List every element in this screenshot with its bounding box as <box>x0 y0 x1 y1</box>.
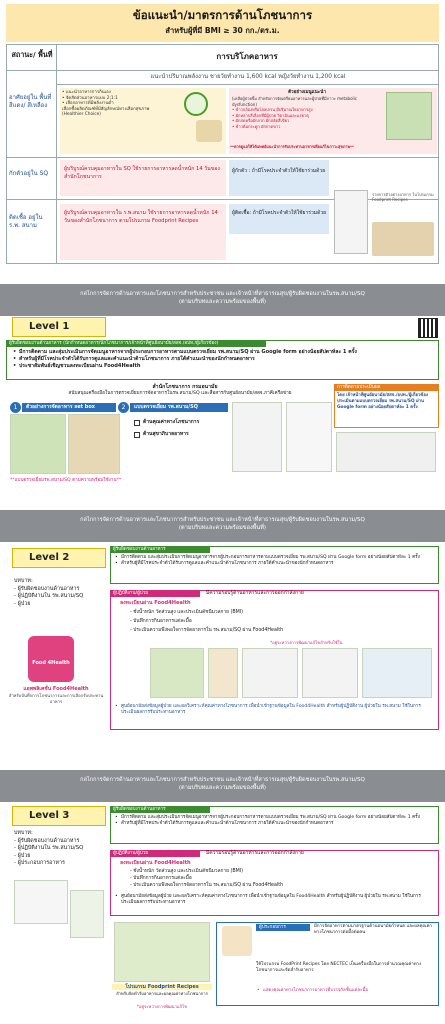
level3-pink-main: ลงทะเบียนผ่าน Food4Health <box>120 860 191 866</box>
card2-badge: 2 <box>118 402 129 413</box>
row1-left-line: (Healthier Choice) <box>62 112 101 118</box>
level2-pink-bottom <box>114 704 434 717</box>
restaurant-icon <box>222 926 252 956</box>
row1-left-line: • แนะนำอาหารการกินเอง <box>62 90 111 95</box>
level3-pink-bottom <box>114 894 434 907</box>
foodprint-caption: โปรแกรม Foodprint Recipes <box>112 984 212 990</box>
section3-banner-title: กลไกการจัดการด้านอาหารและโภชนาการสำหรับประชาชน และเจ้าหน้าที่สาธารณสุข/ผู้รับผิดชอบงานในรพ.สนาม/SQ <box>80 777 365 783</box>
level3-blue-text: มีการจัดอาหารตามมาตรฐานด้านอนามัยกำหนด และผลคุณค่าทางโภชนาการต่อมื้อต่อคน <box>314 924 433 935</box>
level1-orange-text: โดย เจ้าหน้าที่ศูนย์อนามัย/สสจ./อปท./ผู้เกี่ยวข้อง ประเมินตามแบบตรวจเยี่ยม รพ.สนาม/SQ ผ่าน Google form อย่างน้อยสัปดาห์ละ 1 ครั้ง <box>337 393 429 410</box>
table-divider-h1 <box>6 70 439 71</box>
row3-text: ผู้บริบูรณ์ควบคุมอาหารใน ร.พ.สนาม ใช้รายการอาหารลดน้ำหนัก 14 วันของสำนักโภชนาการ ตามโปรแกรม Foodprint Recipes <box>64 210 218 224</box>
nutrition-label-image <box>334 190 368 254</box>
row3-side-panel <box>229 204 329 234</box>
level2-pink-intro: มีความรอบรู้ด้านอาหารและการออกกำลังกาย <box>206 590 304 596</box>
section3-banner <box>0 770 445 802</box>
row1-note: **ควรดูแลให้ได้แพทย์แนะนำการรับประทานอาหารเพื่อแก้ไขภาวะสุขภาพ** <box>230 144 355 149</box>
card2-title: แบบตรวจเยี่ยม รพ.สนาม/SQ <box>130 403 228 412</box>
level3-pink-header: ผู้ปฏิบัติงาน/ผู้ป่วย <box>110 850 200 857</box>
level3-actor: - ผู้รับผิดชอบงานด้านอาหาร <box>14 837 80 844</box>
level1-green-header: ผู้รับผิดชอบงานด้านอาหาร (นักกำหนดอาหาร/นักโภชนาการ/เจ้าหน้าที่ศูนย์อนามัย/สสจ./อปท./ผู้เกี่ยวข้อง) <box>6 340 266 347</box>
level2-pink-note: *อยู่ระหว่างการพัฒนาแก้ไขสำหรับใช้ใน <box>270 640 343 645</box>
row2-text: ผู้บริบูรณ์ควบคุมอาหารใน SQ ใช้รายการอาหารลดน้ำหนัก 14 วันของสำนักโภชนาการ <box>64 166 220 180</box>
level2-green-bullet: • สำหรับผู้ที่มีโรคประจำตัวได้รับการดูแลและคำแนะนำด้านโภชนาการ ภายใต้คำแนะนำของนักกำหนดอาหาร <box>114 561 434 567</box>
level3-pink-sub: - บันทึกการกินอาหารแต่ละมื้อ <box>130 876 192 881</box>
level3-actor: - ผู้ป่วย <box>14 852 31 859</box>
level3-blue-bullets <box>256 988 436 994</box>
level1-bullets <box>12 349 412 370</box>
table-col1-header: สถานะ/ พื้นที่ <box>11 50 53 59</box>
checkbox-sanitation[interactable] <box>134 432 140 438</box>
checkbox-nutrition[interactable] <box>134 420 140 426</box>
energy-recommendation: แนะนำปริมาณพลังงาน ชายวัยทำงาน 1,600 kcal หญิงวัยทำงาน 1,200 kcal <box>150 74 346 80</box>
table-divider-h2 <box>56 84 439 85</box>
app-screenshot-2 <box>208 648 238 698</box>
table-divider-h3 <box>6 157 439 158</box>
level2-actor: - ผู้ป่วย <box>14 600 31 607</box>
row1-right-line: (เหลือผู้ป่วยจิ้ม สำหรับการจัดเตรียมอาหารและผู้ป่วยที่มีภาวะ metabolic dysfunction) <box>232 96 357 107</box>
foodprint-screenshot-1 <box>14 880 68 924</box>
survey-form-image-1 <box>232 402 282 472</box>
level2-pink-header: ผู้ปฏิบัติงาน/ผู้ป่วย <box>110 590 200 597</box>
level1-bullet: • สำหรับผู้ที่มีโรคประจำตัวได้รับการดูแลและคำแนะนำด้านโภชนาการ ภายใต้คำแนะนำของนักกำหนดอาหาร <box>12 356 412 363</box>
foodprint-note: *อยู่ระหว่างการพัฒนาแก้ไข <box>136 1004 188 1009</box>
level2-actor: - ผู้ปฏิบัติงานใน รพ.สนาม/SQ <box>14 593 84 600</box>
row1-left-line: • จัดสัดส่วนอาหารแบบ 2:1:1 <box>62 95 118 101</box>
section1-banner-title: กลไกการจัดการด้านอาหารและโภชนาการสำหรับประชาชน และเจ้าหน้าที่สาธารณสุข/ผู้รับผิดชอบงานในรพ.สนาม/SQ <box>80 291 365 297</box>
level2-pink-subs <box>130 608 360 635</box>
level3-actor: - ผู้ปฏิบัติงานใน รพ.สนาม/SQ <box>14 845 84 852</box>
card1-title: ตัวอย่างการจัดอาหาร set box <box>22 403 116 412</box>
page-subtitle: สำหรับผู้ที่มี BMI ≥ 30 กก./ตร.ม. <box>165 26 280 35</box>
row1-left-line: • เลือกอาหารที่มีพลังงานต่ำ <box>62 101 114 107</box>
section2-banner <box>0 510 445 542</box>
level3-blue-bullet: • แสดงคุณค่าทางโภชนาการอาหารที่บรรจุกัลชิ้นแต่ละมื้อ <box>256 988 436 994</box>
level2-green-bullets <box>114 555 434 568</box>
row1-right-line: • ผักหลากสีเลือกที่มีผู้ป่วย วิตามินและแร่ธาตุ <box>232 112 309 118</box>
food4health-logo-text: Food 4Health <box>32 660 70 666</box>
level3-green-bullet: • สำหรับผู้ที่มีโรคประจำตัวได้รับการดูแลและคำแนะนำด้านโภชนาการ ภายใต้คำแนะนำของนักกำหนดอาหาร <box>114 821 434 827</box>
level3-pink-sub: - ชั่งน้ำหนัก วัดส่วนสูง และประเมินดัชนีมวลกาย (BMI) <box>130 869 244 874</box>
row2-side-panel <box>229 160 329 196</box>
level3-pink-sub: - ประเมินความพึงพอใจการจัดอาหารใน รพ.สนาม/SQ ผ่าน Food4Health <box>130 883 284 888</box>
menu-book-image <box>386 92 432 140</box>
level2-actor: - ผู้รับผิดชอบงานด้านอาหาร <box>14 585 80 592</box>
level3-blue-header: ผู้ประกอบการ <box>256 924 310 931</box>
level1-bullet: • มีการติดตาม และสุ่มประเมินการจัดเมนูอาหารจากผู้ประกอบการอาหารตามแบบตรวจเยี่ยม รพ.สนาม/SQ ผ่าน Google form อย่างน้อยสัปดาห์ละ 1 ครั้ง <box>12 349 412 356</box>
row1-right-line: • ข้าวต้มกระดูก ผักกาดขาว <box>232 123 281 129</box>
food4health-logo <box>28 636 74 682</box>
section2-banner-title: กลไกการจัดการด้านอาหารและโภชนาการสำหรับประชาชน และเจ้าหน้าที่สาธารณสุข/ผู้รับผิดชอบงานในรพ.สนาม/SQ <box>80 517 365 523</box>
level1-support-title: สำนักโภชนาการ กรมอนามัย <box>152 384 218 390</box>
section1-banner <box>0 284 445 316</box>
foodprint-program-image <box>114 922 210 982</box>
level3-green-header: ผู้รับผิดชอบงานด้านอาหาร <box>110 806 210 813</box>
food-plate-image <box>196 120 222 142</box>
row1-right-lines <box>232 96 382 130</box>
survey-form-image-2 <box>286 402 332 472</box>
page-title: ข้อแนะนำ/มาตรการด้านโภชนาการ <box>132 8 313 22</box>
row1-right-line: • ผักสดหรือผักลวก ผักสลัดสีเขียว <box>232 118 290 124</box>
row3-side: ผู้ติดเชื้อ: ถ้ามีโรคประจำตัวให้ใช้ยาร่วมด้วย <box>232 210 327 216</box>
app-screenshot-5 <box>362 648 432 698</box>
section1-banner-sub: (ตามบริบทและความพร้อมของพื้นที่) <box>178 299 267 305</box>
level2-pink-bottom-text: • ศูนย์อนามัยส่งข้อมูลผู้ป่วย และผลวิเคราะห์คุณค่าทางโภชนาการ เพื่อนำเข้าฐานข้อมูลใน Food4Health สำหรับผู้ปฏิบัติงาน ผู้ป่วยใน รพ.สนาม ใช้ในการประเมินผลการรับประทานอาหาร <box>114 704 434 717</box>
table-col2-header: การบริโภคอาหาร <box>216 52 278 61</box>
level3-pink-intro: มีความรอบรู้ด้านอาหารและการออกกำลังกาย <box>206 850 304 856</box>
level3-actor: - ผู้ประกอบการอาหาร <box>14 860 65 867</box>
level3-green-bullets <box>114 815 434 828</box>
food-photo-image <box>372 222 434 256</box>
check-sanitation-label: ด้านสุขาภิบาลอาหาร <box>143 431 189 437</box>
survey-form-image-3 <box>336 432 436 472</box>
level2-green-bullet: • มีการติดตาม และสุ่มประเมินการจัดเมนูอาหารจากผู้ประกอบการอาหารตามแบบตรวจเยี่ยม รพ.สนาม/SQ ผ่าน Google form อย่างน้อยสัปดาห์ละ 1 ครั้ง <box>114 555 434 561</box>
foodprint-caption2: สำหรับจัดทำรับอาหารและผลคุณค่าทางโภชนาการ <box>116 991 208 996</box>
level1-orange-header: การติดตามประเมินผล <box>334 384 439 391</box>
level2-pink-sub: - ประเมินความพึงพอใจการจัดอาหารใน รพ.สนาม/SQ ผ่าน Food4Health <box>130 628 284 633</box>
level2-pink-sub: - ชั่งน้ำหนัก วัดส่วนสูง และประเมินดัชนีมวลกาย (BMI) <box>130 610 244 615</box>
table-divider-v <box>56 44 57 264</box>
level2-badge: Level 2 <box>12 548 106 568</box>
food4health-caption2: สำหรับบันทึกการโภชนาการและการเลือกรับประทานอาหาร <box>8 693 104 704</box>
app-screenshot-4 <box>302 648 358 698</box>
app-screenshot-3 <box>242 648 298 698</box>
level2-pink-sub: - บันทึกการกินอาหารแต่ละมื้อ <box>130 619 192 624</box>
healthier-choice-logo <box>184 92 208 116</box>
setbox-photo-1 <box>10 414 66 474</box>
row1-right-title: ตัวอย่างเมนูแนะนำ <box>288 90 326 95</box>
row1-left-line: เลือกซื้อผลิตภัณฑ์ที่มีสัญลักษณ์ทางเลือกสุขภาพ <box>62 106 150 112</box>
row1-right-line: • ข้าวกล้องหรือโฮลเกรน มีปริมาณใยอาหารสูง <box>232 107 313 113</box>
level2-actors <box>14 578 106 608</box>
level2-green-header: ผู้รับผิดชอบงานด้านอาหาร <box>110 546 210 553</box>
app-screenshot-1 <box>150 648 204 698</box>
row3-label: ติดเชื้อ อยู่ใน ร.พ. สนาม <box>9 214 43 229</box>
level1-footnote: **แบบตรวจเยี่ยมรพ.สนาม/SQ ตามความพร้อมใช้งาน** <box>10 478 122 483</box>
row3-far-caption: รายการตัวอย่างอาหาร ในโปรแกรม Foodprint Recipes <box>372 192 434 203</box>
level1-badge: Level 1 <box>12 317 106 337</box>
foodprint-screenshot-2 <box>70 890 104 938</box>
level3-badge: Level 3 <box>12 806 106 826</box>
level3-pink-subs <box>130 868 430 889</box>
level3-pink-bottom-text: • ศูนย์อนามัยส่งข้อมูลผู้ป่วย และผลวิเคราะห์คุณค่าทางโภชนาการ เพื่อนำเข้าฐานข้อมูลใน Food4Health สำหรับผู้ปฏิบัติงาน ผู้ป่วยใน รพ.สนาม ใช้ในการประเมินผลการรับประทานอาหาร <box>114 894 434 907</box>
card1-badge: 1 <box>10 402 21 413</box>
row1-label: อาศัยอยู่ใน พื้นที่สีแดง/ สีเหลือง <box>9 94 52 109</box>
setbox-photo-2 <box>68 414 120 474</box>
level3-green-bullet: • มีการติดตาม และสุ่มประเมินการจัดเมนูอาหารจากผู้ประกอบการอาหารตามแบบตรวจเยี่ยม รพ.สนาม/SQ ผ่าน Google form อย่างน้อยสัปดาห์ละ 1 ครั้ง <box>114 815 434 821</box>
row1-left-lines <box>62 90 172 118</box>
level3-actors-title: บทบาท: <box>14 830 33 836</box>
level3-blue-text2: ใช้โปรแกรม FoodPrint Recipes โดย NECTEC เป็นเครื่องมือในการคำนวณคุณค่าทางโภชนาการและจัดสำรับอาหาร <box>256 962 422 974</box>
section3-banner-sub: (ตามบริบทและความพร้อมของพื้นที่) <box>178 785 267 791</box>
level2-actors-title: บทบาท: <box>14 578 33 584</box>
qr-code-image <box>418 318 438 338</box>
level2-pink-main: ลงทะเบียนผ่าน Food4Health <box>120 600 191 606</box>
check-nutrition-label: ด้านคุณค่าทางโภชนาการ <box>143 419 200 425</box>
section2-banner-sub: (ตามบริบทและความพร้อมของพื้นที่) <box>178 525 267 531</box>
level3-actors <box>14 830 108 868</box>
level1-bullet: • ประชาสัมพันธ์เชิญชวนลงทะเบียนผ่าน Food4Health <box>12 363 412 370</box>
food4health-caption: แอพพลิเคชั่น Food4Health <box>23 686 89 692</box>
level1-support-text: สนับสนุนเครื่องมือในการตรวจเยี่ยมการจัดอาหารในรพ.สนาม/SQ และสื่อสารกับศูนย์อนามัย/สสจ.ภาคีเครือข่าย <box>68 391 292 396</box>
row2-side: ผู้กักตัว : ถ้ามีโรคประจำตัวให้ใช้ยาร่วมด้วย <box>232 168 326 174</box>
row2-label: กักตัวอยู่ใน SQ <box>9 170 49 177</box>
